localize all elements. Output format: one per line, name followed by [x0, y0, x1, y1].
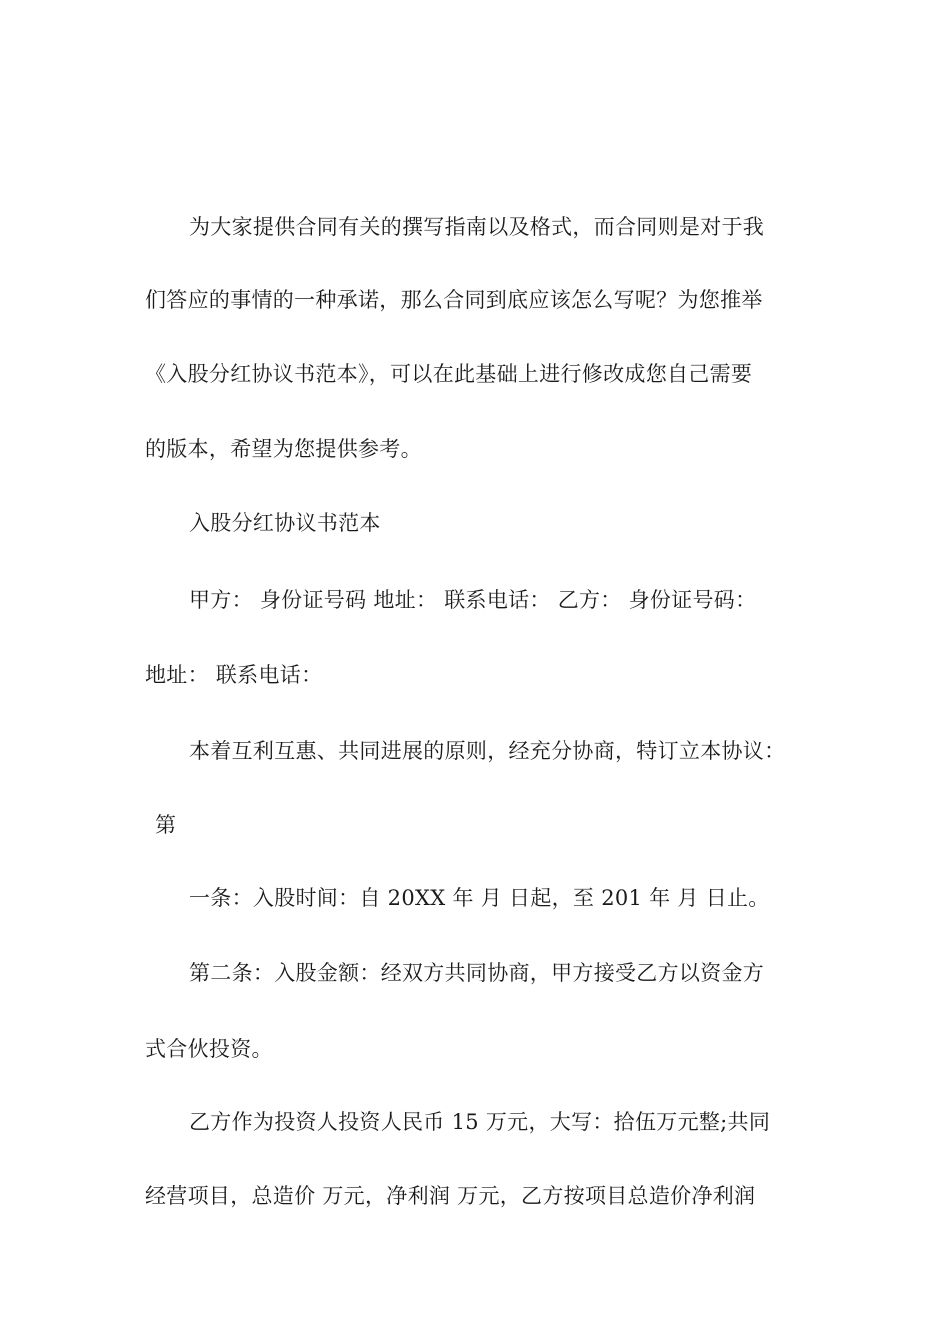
- investment-line-2: 经营项目，总造价 万元，净利润 万元，乙方按项目总造价净利润: [145, 1184, 756, 1208]
- intro-paragraph-line-4: 的版本，希望为您提供参考。: [145, 437, 422, 461]
- intro-paragraph-line-1: 为大家提供合同有关的撰写指南以及格式，而合同则是对于我: [189, 215, 765, 239]
- investment-line-1: 乙方作为投资人投资人民币 15 万元，大写：拾伍万元整;共同: [189, 1110, 771, 1134]
- parties-line-2: 地址： 联系电话：: [145, 663, 323, 687]
- principle-line: 本着互利互惠、共同进展的原则，经充分协商，特订立本协议：: [189, 739, 786, 763]
- intro-paragraph-line-3: 《入股分红协议书范本》，可以在此基础上进行修改成您自己需要: [145, 362, 753, 386]
- agreement-title: 入股分红协议书范本: [189, 511, 381, 535]
- article-prefix: 第: [155, 813, 177, 837]
- parties-line-1: 甲方： 身份证号码 地址： 联系电话： 乙方： 身份证号码：: [189, 588, 757, 612]
- intro-paragraph-line-2: 们答应的事情的一种承诺，那么合同到底应该怎么写呢？为您推举: [145, 288, 763, 312]
- article-2-line-2: 式合伙投资。: [145, 1037, 273, 1061]
- article-2-line-1: 第二条：入股金额：经双方共同协商，甲方接受乙方以资金方: [189, 961, 765, 985]
- article-1-line: 一条：入股时间：自 20XX 年 月 日起，至 201 年 月 日止。: [189, 886, 770, 910]
